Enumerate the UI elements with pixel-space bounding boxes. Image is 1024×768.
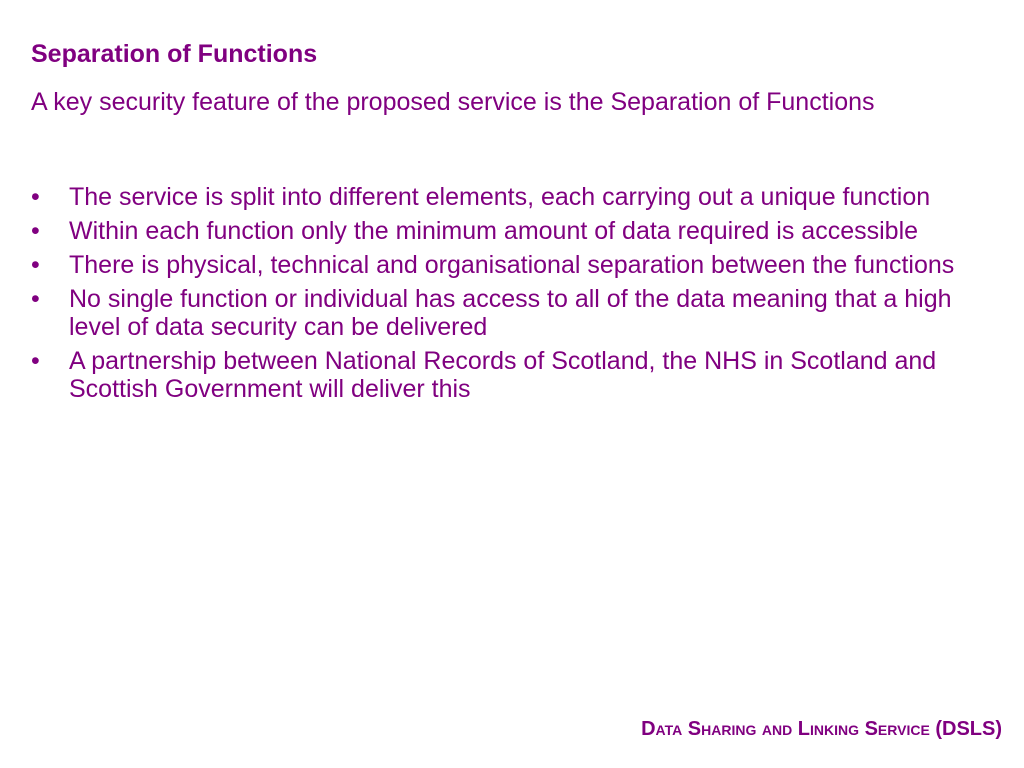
bullet-item (31, 183, 971, 211)
bullet-icon: • (31, 183, 40, 211)
bullet-item (31, 217, 971, 245)
bullet-text: There is physical, technical and organisational separation between the functions (69, 251, 955, 279)
bullet-icon: • (31, 217, 40, 245)
footer-title: Data Sharing and Linking Service (DSLS) (641, 718, 1002, 740)
bullet-list (31, 183, 971, 409)
bullet-item (31, 251, 971, 279)
bullet-text: Within each function only the minimum amount of data required is accessible (69, 217, 919, 245)
bullet-item (31, 347, 971, 403)
bullet-icon: • (31, 251, 40, 279)
bullet-icon: • (31, 285, 40, 313)
bullet-icon: • (31, 347, 40, 375)
bullet-text: No single function or individual has access to all of the data meaning that a high level of data security can be delivered (69, 285, 952, 341)
bullet-item (31, 285, 971, 341)
bullet-text: A partnership between National Records of Scotland, the NHS in Scotland and Scottish Government will deliver this (69, 347, 937, 403)
intro-text: A key security feature of the proposed service is the Separation of Functions (31, 88, 875, 116)
bullet-text: The service is split into different elements, each carrying out a unique function (69, 183, 931, 211)
slide-title: Separation of Functions (31, 40, 318, 68)
